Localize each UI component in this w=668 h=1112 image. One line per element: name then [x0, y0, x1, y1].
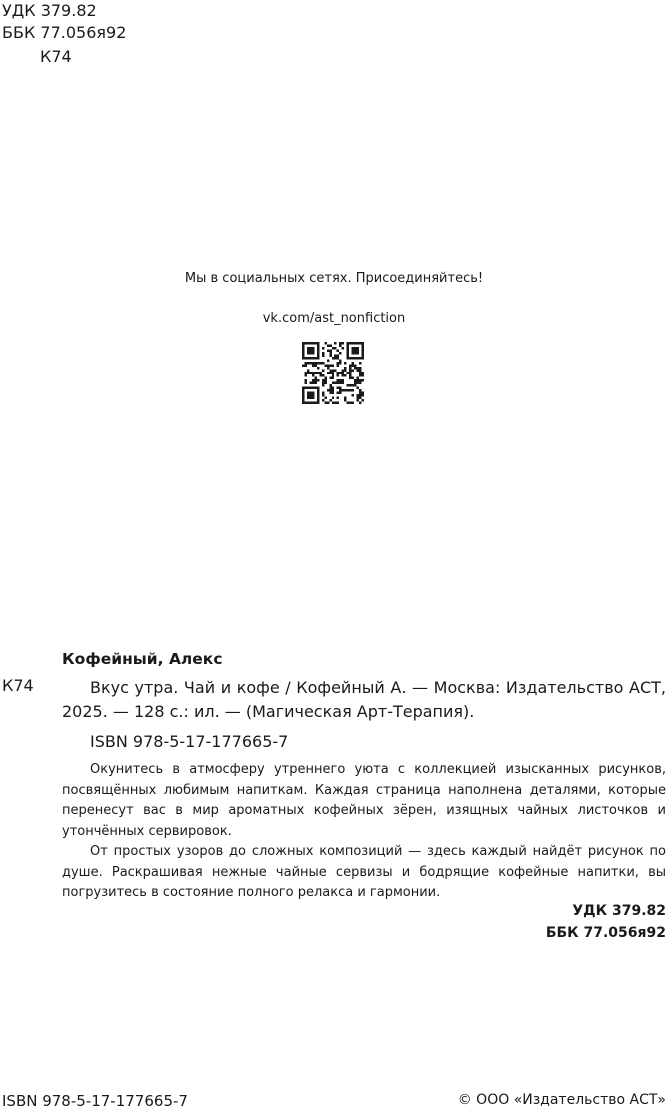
bibliographic-description	[62, 676, 666, 724]
footer-isbn: ISBN 978-5-17-177665-7	[2, 1092, 188, 1110]
record-isbn: ISBN 978-5-17-177665-7	[90, 732, 289, 751]
copyright: © ООО «Издательство АСТ»	[457, 1092, 666, 1108]
record-author-mark: К74	[2, 676, 34, 695]
udk-code: УДК 379.82	[2, 1, 97, 20]
record-bbk: ББК 77.056я92	[545, 925, 666, 941]
annotation-paragraph-1: Окунитесь в атмосферу утреннего уюта с коллекцией изысканных рисунков, посвящённых любимым напиткам. Каждая страница наполнена деталями, которые перенесут вас в мир ароматных кофейных зёрен, изящных чайных листочков и утончённых сервировок.	[62, 762, 666, 839]
record-codes	[546, 900, 666, 944]
author-name: Кофейный, Алекс	[62, 650, 223, 668]
bbk-code: ББК 77.056я92	[2, 23, 127, 42]
social-link[interactable]: vk.com/ast_nonfiction	[262, 311, 406, 326]
record-udk: УДК 379.82	[572, 903, 666, 919]
qr-code-icon[interactable]	[302, 342, 364, 404]
annotation-paragraph-2: От простых узоров до сложных композиций — здесь каждый найдёт рисунок по душе. Раскрашивая нежные чайные сервизы и бодрящие кофейные напитки, вы погрузитесь в состояние полного релакса и гармонии.	[62, 844, 666, 900]
annotation	[62, 760, 666, 904]
description-text: Вкус утра. Чай и кофе / Кофейный А. — Москва: Издательство АСТ, 2025. — 128 с.: ил. — (Магическая Арт-Терапия).	[62, 678, 666, 721]
author-mark: К74	[40, 47, 72, 66]
social-prompt: Мы в социальных сетях. Присоединяйтесь!	[184, 271, 484, 286]
